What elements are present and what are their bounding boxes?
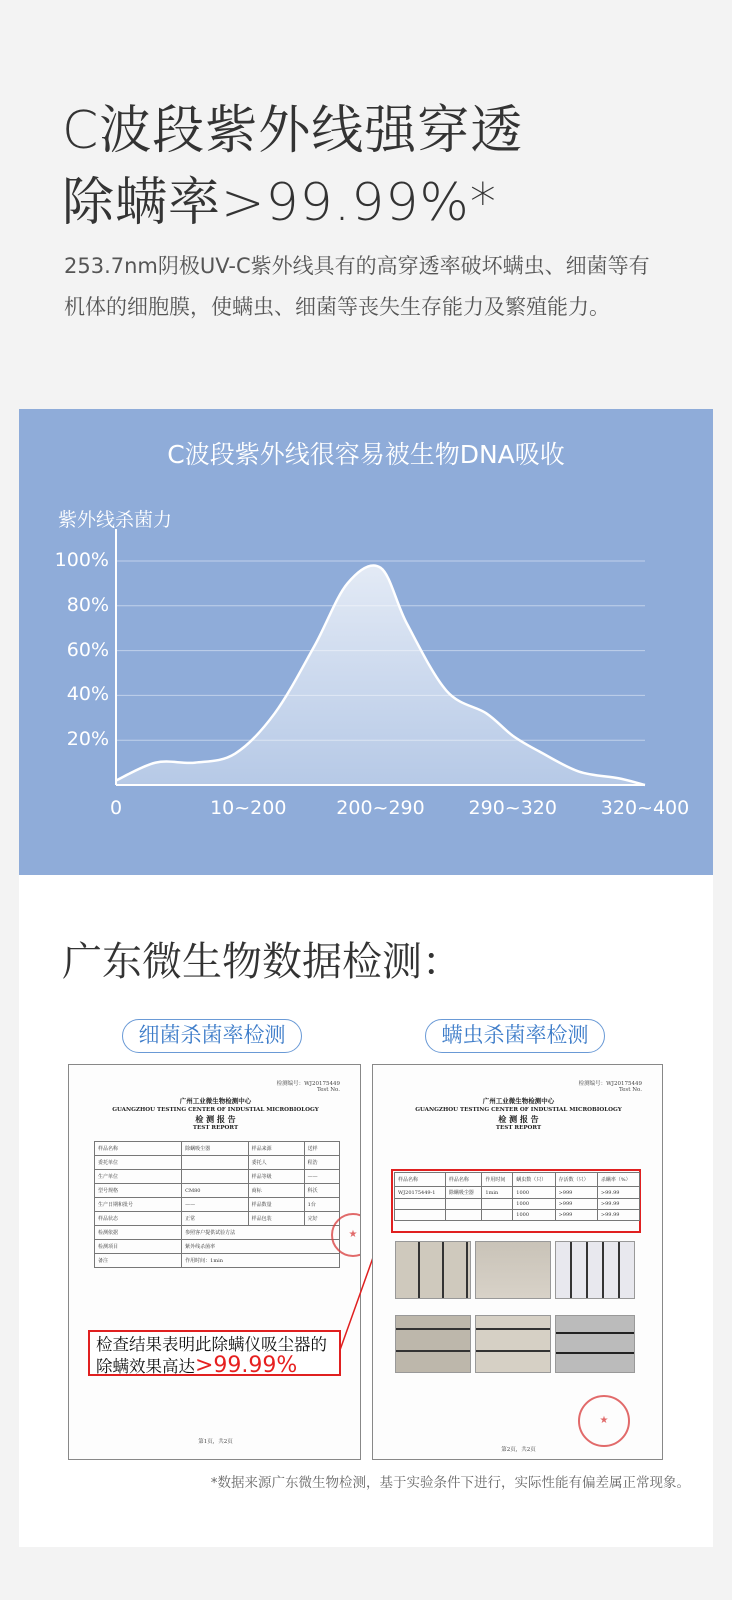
- table-row: [95, 1212, 340, 1226]
- bacteria-test-report: [68, 1064, 361, 1460]
- table-cell: 参照客户提供试验方法: [182, 1226, 340, 1240]
- report-info-table: [94, 1141, 340, 1268]
- table-cell: 1000: [513, 1187, 555, 1199]
- table-row: [95, 1254, 340, 1268]
- table-row: [95, 1184, 340, 1198]
- table-header-cell: 样品名称: [445, 1173, 482, 1187]
- chart-y-tick-label: 100%: [54, 549, 109, 571]
- result-callout: [88, 1330, 341, 1376]
- description-text: 253.7nm阴极UV-C紫外线具有的高穿透率破坏螨虫、细菌等有机体的细胞膜，使螨虫、细菌等丧失生存能力及繁殖能力。: [64, 254, 650, 319]
- table-row: [395, 1199, 640, 1210]
- table-header-cell: 存活数（只）: [555, 1173, 597, 1187]
- table-cell: 1000: [513, 1199, 555, 1210]
- chart-x-tick-label: 200~290: [336, 797, 425, 819]
- chart-series-area: [116, 565, 645, 785]
- mite-test-pill: 螨虫杀菌率检测: [425, 1019, 605, 1053]
- report-org-en: GUANGZHOU TESTING CENTER OF INDUSTIAL MICROBIOLOGY: [112, 1107, 319, 1113]
- mite-test-report: [372, 1064, 663, 1460]
- table-cell: >99.99: [597, 1187, 639, 1199]
- table-cell: ——: [304, 1170, 339, 1184]
- table-row: [95, 1156, 340, 1170]
- chart-y-axis-label: 紫外线杀菌力: [58, 509, 173, 531]
- table-cell: 紫外线杀菌率: [182, 1240, 340, 1254]
- microscope-photo: [555, 1241, 635, 1299]
- table-cell: 除螨吸尘器: [182, 1142, 248, 1156]
- report-title-en: TEST REPORT: [192, 1125, 239, 1131]
- table-cell: 除螨吸尘器: [445, 1187, 482, 1199]
- table-cell: CM80: [182, 1184, 248, 1198]
- chart-y-tick-label: 80%: [66, 593, 109, 616]
- microscope-photo: [555, 1315, 635, 1373]
- report-test-no-en: Test No.: [316, 1087, 340, 1093]
- table-header-cell: 杀螨率（%）: [597, 1173, 639, 1187]
- table-row: [95, 1142, 340, 1156]
- table-cell: 完好: [304, 1212, 339, 1226]
- report-test-no: 检测编号：WJ20175449: [276, 1081, 340, 1087]
- table-cell: 样品名称: [95, 1142, 182, 1156]
- table-cell: 科沃: [304, 1184, 339, 1198]
- table-header-cell: 螨虫数（只）: [513, 1173, 555, 1187]
- table-cell: 样品状态: [95, 1212, 182, 1226]
- table-cell: 样品等级: [248, 1170, 304, 1184]
- table-cell: [445, 1199, 482, 1210]
- report-test-no-en: Test No.: [618, 1087, 642, 1093]
- table-row: [395, 1187, 640, 1199]
- official-seal-icon: ★: [331, 1213, 361, 1257]
- chart-panel: [19, 409, 713, 875]
- table-cell: 生产单位: [95, 1170, 182, 1184]
- table-row: [95, 1240, 340, 1254]
- callout-text: 检查结果表明此除螨仪吸尘器的除螨效果高达: [96, 1335, 327, 1376]
- table-cell: 生产日期和批号: [95, 1198, 182, 1212]
- table-cell: 作用时间：1min: [182, 1254, 340, 1268]
- table-cell: 样品数量: [248, 1198, 304, 1212]
- table-row: [95, 1226, 340, 1240]
- report-org-cn: 广州工业微生物检测中心: [179, 1097, 252, 1105]
- report-test-no: 检测编号：WJ20175449: [578, 1081, 642, 1087]
- table-cell: >999: [555, 1210, 597, 1221]
- table-cell: 样品来源: [248, 1142, 304, 1156]
- table-cell: 委托单位: [95, 1156, 182, 1170]
- chart-y-tick-label: 40%: [66, 683, 109, 706]
- results-table: [394, 1172, 640, 1221]
- table-cell: >99.99: [597, 1210, 639, 1221]
- microscope-photo: [475, 1315, 551, 1373]
- table-cell: 1000: [513, 1210, 555, 1221]
- table-row: [95, 1198, 340, 1212]
- table-cell: 1min: [482, 1187, 513, 1199]
- table-cell: [182, 1170, 248, 1184]
- table-cell: 正常: [182, 1212, 248, 1226]
- table-cell: 备注: [95, 1254, 182, 1268]
- report-page-number: 第1页，共2页: [198, 1439, 233, 1445]
- table-cell: 样品包装: [248, 1212, 304, 1226]
- chart-y-tick-label: 60%: [66, 638, 109, 661]
- table-cell: WJ20175449-1: [395, 1187, 446, 1199]
- table-cell: 型号规格: [95, 1184, 182, 1198]
- footnote: *数据来源广东微生物检测，基于实验条件下进行，实际性能有偏差属正常现象。: [210, 1475, 690, 1491]
- microscope-photo: [395, 1315, 471, 1373]
- report-page-number: 第2页，共2页: [501, 1447, 536, 1453]
- report-title-en: TEST REPORT: [495, 1125, 542, 1131]
- table-cell: [482, 1199, 513, 1210]
- bacteria-test-pill: 细菌杀菌率检测: [122, 1019, 302, 1053]
- table-header-row: [395, 1173, 640, 1187]
- table-cell: 检测项目: [95, 1240, 182, 1254]
- report-title-cn: 检 测 报 告: [195, 1114, 236, 1124]
- table-cell: [182, 1156, 248, 1170]
- table-cell: 委托人: [248, 1156, 304, 1170]
- microscope-photo: [475, 1241, 551, 1299]
- table-cell: 商标: [248, 1184, 304, 1198]
- chart-x-tick-label: 0: [109, 797, 123, 819]
- table-cell: >999: [555, 1199, 597, 1210]
- table-cell: [395, 1199, 446, 1210]
- table-cell: 检测依据: [95, 1226, 182, 1240]
- callout-value: >99.99%: [195, 1353, 298, 1378]
- table-cell: 送样: [304, 1142, 339, 1156]
- microscope-photo-grid: [395, 1241, 637, 1389]
- table-cell: ——: [182, 1198, 248, 1212]
- table-cell: [445, 1210, 482, 1221]
- chart-x-tick-label: 10~200: [210, 797, 287, 819]
- table-cell: >99.99: [597, 1199, 639, 1210]
- chart-x-tick-label: 290~320: [468, 797, 557, 819]
- headline-line-2: 除螨率>99.99%*: [62, 173, 497, 233]
- table-header-cell: 作用时间: [482, 1173, 513, 1187]
- table-header-cell: 样品名称: [395, 1173, 446, 1187]
- chart-title: C波段紫外线很容易被生物DNA吸收: [167, 440, 565, 469]
- chart-x-tick-label: 320~400: [600, 797, 690, 819]
- microscope-photo: [395, 1241, 471, 1299]
- table-row: [95, 1170, 340, 1184]
- chart-y-tick-label: 20%: [66, 728, 109, 751]
- headline-line-1: C波段紫外线强穿透: [62, 101, 524, 161]
- official-seal-icon: ★: [578, 1395, 630, 1447]
- table-row: [395, 1210, 640, 1221]
- table-cell: >999: [555, 1187, 597, 1199]
- report-org-en: GUANGZHOU TESTING CENTER OF INDUSTIAL MICROBIOLOGY: [415, 1107, 622, 1113]
- table-cell: [482, 1210, 513, 1221]
- report-title-cn: 检 测 报 告: [498, 1114, 539, 1124]
- table-cell: 1台: [304, 1198, 339, 1212]
- table-cell: [395, 1210, 446, 1221]
- report-org-cn: 广州工业微生物检测中心: [482, 1097, 555, 1105]
- table-cell: 程浩: [304, 1156, 339, 1170]
- results-highlight-box: [391, 1169, 641, 1233]
- section-title: 广东微生物数据检测：: [62, 939, 462, 985]
